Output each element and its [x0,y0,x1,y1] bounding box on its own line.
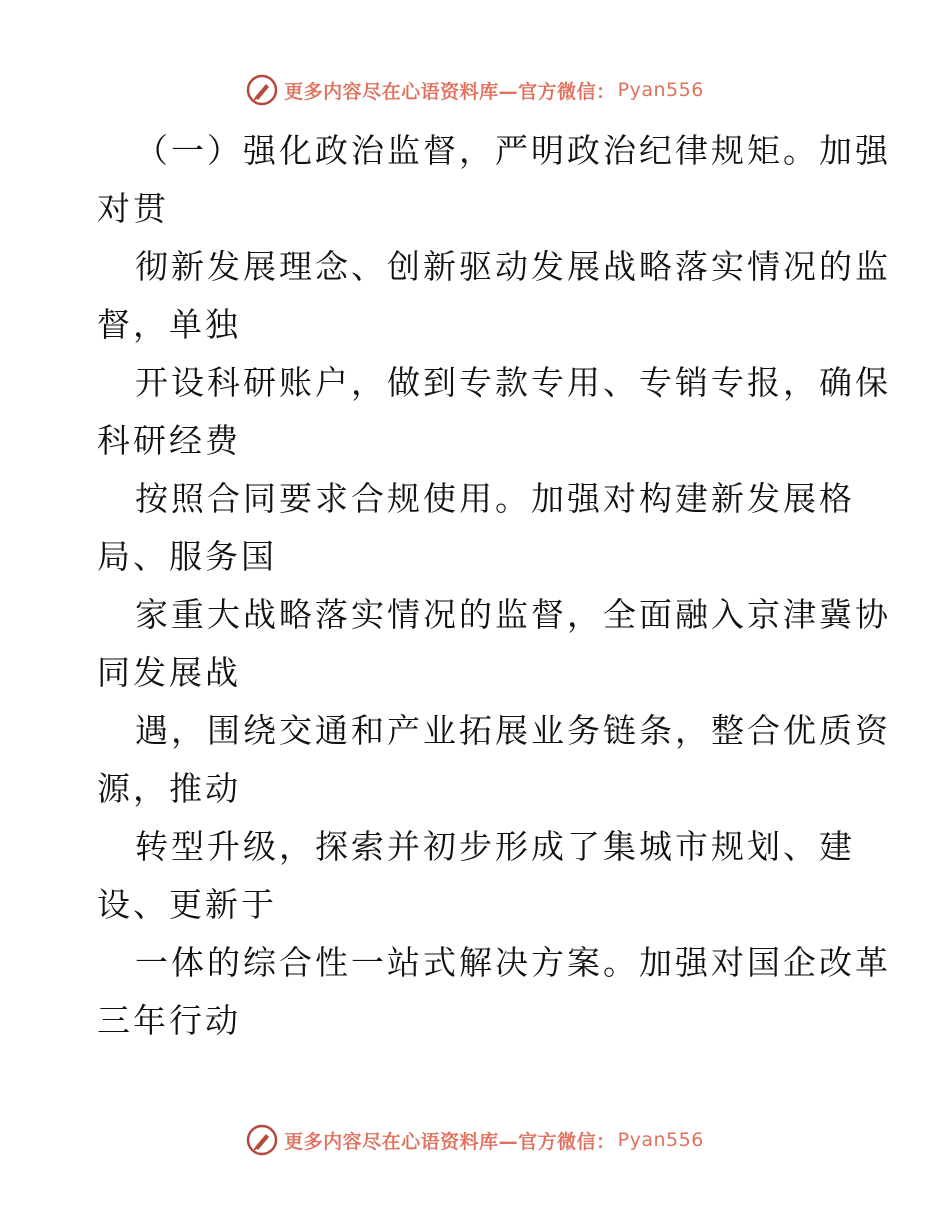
paragraph-line: 督，单独 [97,305,241,344]
paragraph-line: 转型升级，探索并初步形成了集城市规划、建 [135,827,855,866]
watermark-wechat-id: Pyan556 [617,79,704,101]
pen-logo-icon [246,74,278,106]
paragraph-line: 按照合同要求合规使用。加强对构建新发展格 [135,479,855,518]
paragraph [97,586,891,702]
watermark-wechat-id: Pyan556 [617,1129,704,1151]
paragraph-line: 源，推动 [97,769,241,808]
paragraph-line: （一）强化政治监督，严明政治纪律规矩。加强 [135,131,891,170]
paragraph-line: 家重大战略落实情况的监督，全面融入京津冀协 [135,595,891,634]
paragraph-line: 三年行动 [97,1001,241,1040]
paragraph [97,122,891,238]
paragraph-line: 开设科研账户，做到专款专用、专销专报，确保 [135,363,891,402]
paragraph-line: 设、更新于 [97,885,277,924]
paragraph-line: 彻新发展理念、创新驱动发展战略落实情况的监 [135,247,891,286]
document-body [97,122,891,1050]
paragraph [97,470,857,586]
paragraph-line: 遇，围绕交通和产业拓展业务链条，整合优质资 [135,711,891,750]
paragraph [97,238,891,354]
paragraph [97,818,857,934]
footer-watermark [0,1120,950,1160]
paragraph-line: 对贯 [97,189,169,228]
header-watermark [0,70,950,110]
paragraph-line: 一体的综合性一站式解决方案。加强对国企改革 [135,943,891,982]
watermark-text: 更多内容尽在心语资料库—官方微信： [284,1130,616,1153]
paragraph-line: 同发展战 [97,653,241,692]
watermark-text: 更多内容尽在心语资料库—官方微信： [284,80,616,103]
paragraph-line: 科研经费 [97,421,241,460]
pen-logo-icon [246,1124,278,1156]
paragraph [97,934,891,1050]
paragraph-line: 局、服务国 [97,537,277,576]
paragraph [97,354,891,470]
paragraph [97,702,891,818]
